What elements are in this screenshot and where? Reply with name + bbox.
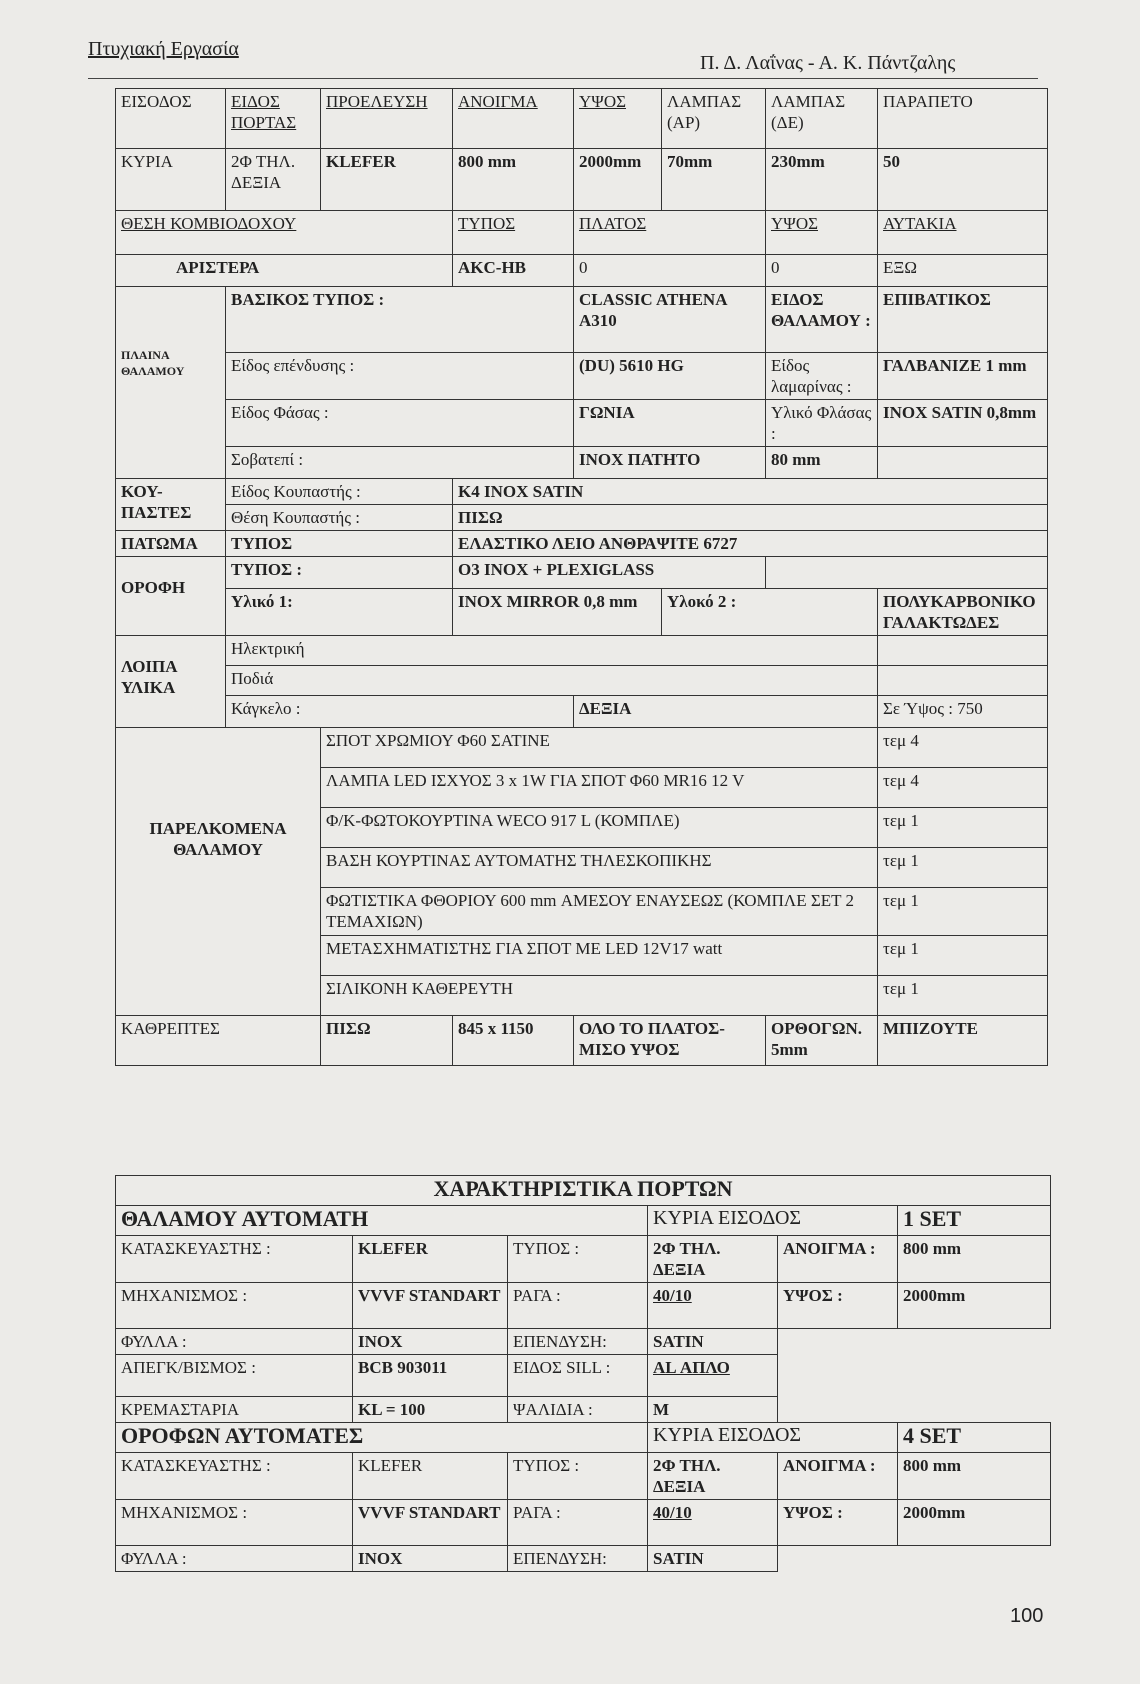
ceiling-label: ΟΡΟΦΗ	[116, 557, 226, 636]
walls-row-4	[116, 447, 1048, 479]
mirrors-size: 845 x 1150	[453, 1016, 574, 1066]
cabin-door-cell: ΦΥΛΛΑ :	[116, 1329, 353, 1355]
panel-type: AKC-HB	[453, 255, 574, 287]
floor-door-cell: ΤΥΠΟΣ :	[508, 1453, 648, 1500]
cabin-door-cell: KLEFER	[353, 1236, 508, 1283]
accessory-qty: τεμ 1	[878, 976, 1048, 1016]
door-label-type: ΕΙΔΟΣ ΠΟΡΤΑΣ	[226, 89, 321, 149]
cabin-door-cell: KL = 100	[353, 1397, 508, 1423]
cabin-door-cell: BCB 903011	[353, 1355, 508, 1397]
other-electric: Ηλεκτρική	[226, 636, 878, 666]
walls-strip: ΓΩΝΙΑ	[574, 400, 766, 447]
door-entry: ΚΥΡΙΑ	[116, 149, 226, 211]
floor-door-cell: 800 mm	[898, 1453, 1051, 1500]
cabin-door-cell: ΑΝΟΙΓΜΑ :	[778, 1236, 898, 1283]
walls-row-2	[116, 353, 1048, 400]
floor-door-cell: ΜΗΧΑΝΙΣΜΟΣ :	[116, 1500, 353, 1546]
buttons-position-label: Θέση Κουπαστής :	[226, 505, 453, 531]
other-row-1	[116, 636, 1048, 666]
ceiling-material-1-label: Υλικό 1:	[226, 589, 453, 636]
floor-door-cell: KLEFER	[353, 1453, 508, 1500]
cabin-door-cell: ΜΗΧΑΝΙΣΜΟΣ :	[116, 1283, 353, 1329]
cabin-door-cell: AL ΑΠΛΟ	[648, 1355, 778, 1397]
floor-door-cell: ΕΠΕΝΔΥΣΗ:	[508, 1546, 648, 1572]
cabin-door-cell	[778, 1329, 898, 1355]
panel-height: 0	[766, 255, 878, 287]
cabin-door-row	[116, 1329, 1051, 1355]
cabin-door-row	[116, 1236, 1051, 1283]
ceiling-type-label: ΤΥΠΟΣ :	[226, 557, 453, 589]
cabin-door-cell	[778, 1355, 898, 1397]
cabin-spec-table	[115, 88, 1048, 1066]
buttons-type-label: Είδος Κουπαστής :	[226, 479, 453, 505]
accessory-name: ΛΑΜΠΑ LED ΙΣΧΥΟΣ 3 x 1W ΓΙΑ ΣΠΟΤ Φ60 MR16 12 V	[321, 768, 878, 808]
cabin-door-cell	[898, 1397, 1051, 1423]
floor-door-row	[116, 1546, 1051, 1572]
floor-type: ΕΛΑΣΤΙΚΟ ΛΕΙΟ ΑΝΘΡΑΨΙΤΕ 6727	[453, 531, 1048, 557]
walls-skirting: INOX ΠΑΤΗΤΟ	[574, 447, 766, 479]
walls-basic-type-label: ΒΑΣΙΚΟΣ ΤΥΠΟΣ :	[226, 287, 574, 353]
floor-label: ΠΑΤΩΜΑ	[116, 531, 226, 557]
cabin-door-cell	[898, 1355, 1051, 1397]
floor-door-cell	[898, 1546, 1051, 1572]
cabin-door-title: ΘΑΛΑΜΟΥ ΑΥΤΟΜΑΤΗ	[116, 1206, 648, 1236]
header-authors: Π. Δ. Λαΐνας - Α. Κ. Πάντζαλης	[700, 52, 956, 74]
cabin-door-count: 1 SET	[898, 1206, 1051, 1236]
other-rail-label: Κάγκελο :	[226, 696, 574, 728]
cabin-door-cell	[898, 1329, 1051, 1355]
cabin-door-cell: 2Φ ΤΗΛ. ΔΕΞΙΑ	[648, 1236, 778, 1283]
door-label-lamp-left: ΛΑΜΠΑΣ (ΑΡ)	[662, 89, 766, 149]
walls-sheet: ΓΑΛΒΑΝΙΖΕ 1 mm	[878, 353, 1048, 400]
walls-row-1	[116, 287, 1048, 353]
door-height: 2000mm	[574, 149, 662, 211]
walls-cabin-type: ΕΠΙΒΑΤΙΚΟΣ	[878, 287, 1048, 353]
floor-door-cell	[778, 1546, 898, 1572]
door-value-row	[116, 149, 1048, 211]
accessory-name: ΒΑΣΗ ΚΟΥΡΤΙΝΑΣ ΑΥΤΟΜΑΤΗΣ ΤΗΛΕΣΚΟΠΙΚΗΣ	[321, 848, 878, 888]
accessory-name: ΣΙΛΙΚΟΝΗ ΚΑΘΕΡΕΥΤΗ	[321, 976, 878, 1016]
cabin-door-row	[116, 1397, 1051, 1423]
walls-strip-material-label: Υλικό Φλάσας :	[766, 400, 878, 447]
accessory-name: ΜΕΤΑΣΧΗΜΑΤΙΣΤΗΣ ΓΙΑ ΣΠΟΤ ΜΕ LED 12V17 watt	[321, 936, 878, 976]
cabin-door-title-row	[116, 1206, 1051, 1236]
header-rule	[88, 78, 1038, 79]
ceiling-row-1	[116, 557, 1048, 589]
other-rail-height: Σε Ύψος : 750	[878, 696, 1048, 728]
mirrors-edge: ΜΠΙΖΟΥΤΕ	[878, 1016, 1048, 1066]
floor-door-cell: ΦΥΛΛΑ :	[116, 1546, 353, 1572]
panel-width: 0	[574, 255, 766, 287]
floor-door-cell: 40/10	[648, 1500, 778, 1546]
buttons-type: K4 INOX SATIN	[453, 479, 1048, 505]
mirrors-position: ΠΙΣΩ	[321, 1016, 453, 1066]
walls-cladding-label: Είδος επένδυσης :	[226, 353, 574, 400]
mirrors-row	[116, 1016, 1048, 1066]
cabin-door-cell: SATIN	[648, 1329, 778, 1355]
ceiling-empty-cell	[766, 557, 1048, 589]
walls-strip-label: Είδος Φάσας :	[226, 400, 574, 447]
panel-label-height: ΥΨΟΣ	[766, 211, 878, 255]
door-lamp-right: 230mm	[766, 149, 878, 211]
floor-door-cell: VVVF STANDART	[353, 1500, 508, 1546]
floor-door-cell: 2000mm	[898, 1500, 1051, 1546]
door-label-height: ΥΨΟΣ	[574, 89, 662, 149]
accessory-name: ΣΠΟΤ ΧΡΩΜΙΟΥ Φ60 ΣΑΤΙΝΕ	[321, 728, 878, 768]
header-title: Πτυχιακή Εργασία	[88, 38, 239, 60]
cabin-door-cell: ΡΑΓΑ :	[508, 1283, 648, 1329]
cabin-door-cell: 2000mm	[898, 1283, 1051, 1329]
cabin-door-cell: M	[648, 1397, 778, 1423]
buttons-label: ΚΟΥ-ΠΑΣΤΕΣ	[116, 479, 226, 531]
cabin-door-cell: ΚΡΕΜΑΣΤΑΡΙΑ	[116, 1397, 353, 1423]
cabin-door-entry: ΚΥΡΙΑ ΕΙΣΟΔΟΣ	[648, 1206, 898, 1236]
other-foot: Ποδιά	[226, 666, 878, 696]
buttons-row-2	[116, 505, 1048, 531]
cabin-door-cell: VVVF STANDART	[353, 1283, 508, 1329]
walls-cabin-type-label: ΕΙΔΟΣ ΘΑΛΑΜΟΥ :	[766, 287, 878, 353]
floor-door-entry: ΚΥΡΙΑ ΕΙΣΟΔΟΣ	[648, 1423, 898, 1453]
cabin-door-cell: ΤΥΠΟΣ :	[508, 1236, 648, 1283]
accessory-row	[116, 728, 1048, 768]
other-rail-side: ΔΕΞΙΑ	[574, 696, 878, 728]
panel-label-position: ΘΕΣΗ ΚΟΜΒΙΟΔΟΧΟΥ	[116, 211, 453, 255]
floor-door-cell: SATIN	[648, 1546, 778, 1572]
page-number: 100	[1010, 1605, 1044, 1627]
door-label-origin: ΠΡΟΕΛΕΥΣΗ	[321, 89, 453, 149]
mirrors-label: ΚΑΘΡΕΠΤΕΣ	[116, 1016, 321, 1066]
floor-door-cell: ΥΨΟΣ :	[778, 1500, 898, 1546]
accessory-name: ΦΩΤΙΣΤΙΚΑ ΦΘΟΡΙΟΥ 600 mm ΑΜΕΣΟΥ ΕΝΑΥΣΕΩΣ (ΚΟΜΠΛΕ ΣΕΤ 2 ΤΕΜΑΧΙΩΝ)	[321, 888, 878, 936]
doors-title-row	[116, 1176, 1051, 1206]
door-parapet: 50	[878, 149, 1048, 211]
cabin-door-cell: ΚΑΤΑΣΚΕΥΑΣΤΗΣ :	[116, 1236, 353, 1283]
walls-label: ΠΛΑΙΝΑ ΘΑΛΑΜΟΥ	[116, 287, 226, 479]
door-label-parapet: ΠΑΡΑΠΕΤΟ	[878, 89, 1048, 149]
floor-type-label: ΤΥΠΟΣ	[226, 531, 453, 557]
walls-skirting-height: 80 mm	[766, 447, 878, 479]
panel-label-width: ΠΛΑΤΟΣ	[574, 211, 766, 255]
cabin-door-cell: ΕΙΔΟΣ SILL :	[508, 1355, 648, 1397]
accessory-qty: τεμ 1	[878, 936, 1048, 976]
floor-door-count: 4 SET	[898, 1423, 1051, 1453]
panel-header-row	[116, 211, 1048, 255]
floor-door-cell: ΚΑΤΑΣΚΕΥΑΣΤΗΣ :	[116, 1453, 353, 1500]
door-header-row	[116, 89, 1048, 149]
other-row-3	[116, 696, 1048, 728]
walls-strip-material: INOX SATIN 0,8mm	[878, 400, 1048, 447]
walls-sheet-label: Είδος λαμαρίνας :	[766, 353, 878, 400]
door-label-lamp-right: ΛΑΜΠΑΣ (ΔΕ)	[766, 89, 878, 149]
floor-door-title-row	[116, 1423, 1051, 1453]
floor-door-title: ΟΡΟΦΩΝ ΑΥΤΟΜΑΤΕΣ	[116, 1423, 648, 1453]
other-row-2	[116, 666, 1048, 696]
door-characteristics-table	[115, 1175, 1051, 1572]
accessory-qty: τεμ 1	[878, 808, 1048, 848]
walls-basic-type: CLASSIC ATHENA A310	[574, 287, 766, 353]
cabin-door-cell: ΑΠΕΓΚ/ΒΙΣΜΟΣ :	[116, 1355, 353, 1397]
buttons-row-1	[116, 479, 1048, 505]
floor-door-cell: ΑΝΟΙΓΜΑ :	[778, 1453, 898, 1500]
panel-label-type: ΤΥΠΟΣ	[453, 211, 574, 255]
ceiling-row-2	[116, 589, 1048, 636]
panel-label-ears: ΑΥΤΑΚΙΑ	[878, 211, 1048, 255]
ceiling-type: O3 INOX + PLEXIGLASS	[453, 557, 766, 589]
accessories-label: ΠΑΡΕΛΚΟΜΕΝΑ ΘΑΛΑΜΟΥ	[116, 728, 321, 1016]
accessory-qty: τεμ 4	[878, 768, 1048, 808]
ceiling-material-2: ΠΟΛΥΚΑΡΒΟΝΙΚΟ ΓΑΛΑΚΤΩΔΕΣ	[878, 589, 1048, 636]
panel-position: ΑΡΙΣΤΕΡΑ	[116, 255, 453, 287]
floor-door-row	[116, 1500, 1051, 1546]
door-lamp-left: 70mm	[662, 149, 766, 211]
other-empty-cell-2	[878, 666, 1048, 696]
cabin-door-cell: 800 mm	[898, 1236, 1051, 1283]
buttons-position: ΠΙΣΩ	[453, 505, 1048, 531]
door-label-entry: ΕΙΣΟΔΟΣ	[116, 89, 226, 149]
cabin-door-cell: INOX	[353, 1329, 508, 1355]
floor-door-cell: 2Φ ΤΗΛ. ΔΕΞΙΑ	[648, 1453, 778, 1500]
door-label-opening: ΑΝΟΙΓΜΑ	[453, 89, 574, 149]
accessory-qty: τεμ 4	[878, 728, 1048, 768]
accessory-qty: τεμ 1	[878, 888, 1048, 936]
cabin-door-row	[116, 1355, 1051, 1397]
cabin-door-row	[116, 1283, 1051, 1329]
walls-skirting-label: Σοβατεπί :	[226, 447, 574, 479]
panel-value-row	[116, 255, 1048, 287]
floor-door-cell: INOX	[353, 1546, 508, 1572]
cabin-door-cell: ΥΨΟΣ :	[778, 1283, 898, 1329]
cabin-door-cell	[778, 1397, 898, 1423]
other-label: ΛΟΙΠΑ ΥΛΙΚΑ	[116, 636, 226, 728]
door-type: 2Φ ΤΗΛ. ΔΕΞΙΑ	[226, 149, 321, 211]
door-opening: 800 mm	[453, 149, 574, 211]
doors-title: ΧΑΡΑΚΤΗΡΙΣΤΙΚΑ ΠΟΡΤΩΝ	[116, 1176, 1051, 1206]
walls-row-3	[116, 400, 1048, 447]
ceiling-material-2-label: Υλοκό 2 :	[662, 589, 878, 636]
ceiling-material-1: INOX MIRROR 0,8 mm	[453, 589, 662, 636]
cabin-door-cell: ΨΑΛΙΔΙΑ :	[508, 1397, 648, 1423]
accessory-qty: τεμ 1	[878, 848, 1048, 888]
floor-door-cell: ΡΑΓΑ :	[508, 1500, 648, 1546]
walls-empty-cell	[878, 447, 1048, 479]
mirrors-extent: ΟΛΟ ΤΟ ΠΛΑΤΟΣ- ΜΙΣΟ ΥΨΟΣ	[574, 1016, 766, 1066]
floor-door-row	[116, 1453, 1051, 1500]
walls-cladding: (DU) 5610 HG	[574, 353, 766, 400]
other-empty-cell-1	[878, 636, 1048, 666]
cabin-door-cell: 40/10	[648, 1283, 778, 1329]
accessory-name: Φ/Κ-ΦΩΤΟΚΟΥΡΤΙΝΑ WECO 917 L (ΚΟΜΠΛΕ)	[321, 808, 878, 848]
door-origin: KLEFER	[321, 149, 453, 211]
mirrors-shape: ΟΡΘΟΓΩΝ. 5mm	[766, 1016, 878, 1066]
panel-ears: ΕΞΩ	[878, 255, 1048, 287]
floor-row	[116, 531, 1048, 557]
cabin-door-cell: ΕΠΕΝΔΥΣΗ:	[508, 1329, 648, 1355]
